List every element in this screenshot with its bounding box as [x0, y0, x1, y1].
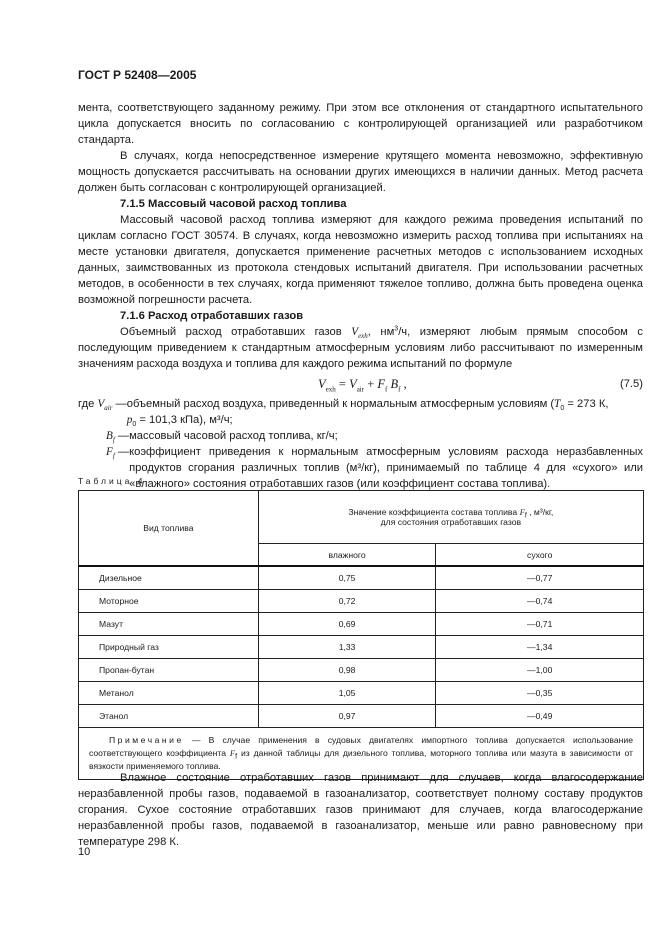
cell-wet: 1,05: [258, 682, 436, 705]
note-sub: f: [235, 753, 238, 761]
def-symbol: B: [106, 430, 113, 442]
def-symbol: F: [106, 446, 113, 458]
table-row: [79, 566, 644, 590]
definitions-list: [78, 396, 643, 492]
cell-wet: 0,72: [258, 590, 436, 613]
cell-fuel: Пропан-бутан: [79, 659, 259, 682]
section-heading-7-1-6: 7.1.6 Расход отработавших газов: [120, 310, 304, 322]
header-symbol: F: [519, 507, 525, 517]
definition-key: [78, 396, 127, 428]
text-fragment: —: [114, 446, 130, 458]
paragraph-wet-dry-states: Влажное состояние отработавших газов принимают для случаев, когда влагосодержание неразбавленной пробы газов, подаваемой в газоанализатор, соответствует полному составу продуктов сгорания. Сухое состояние отработавших газов принимают для случаев, когда влагосодержание неразбавленной пробы газов, подаваемой в газоанализатор, меньше или равно равновесному при температуре 298 К.: [78, 772, 643, 848]
def-sub: f: [112, 436, 115, 445]
table-row: [79, 682, 644, 705]
def-symbol: V: [97, 398, 105, 410]
paragraph-fuel-consumption: Массовый часовой расход топлива измеряют для каждого режима проведения испытаний по циклам согласно ГОСТ 30574. В случаях, когда невозможно измерить расход топлива при испытаниях на месте установки двигателя, допускается применение расчетных методов с использованием исходных данных, заимствованных из протокола стендовых испытаний двигателя. При использовании расчетных методов, в особенности в тех случаях, когда применяют тяжелое топливо, должна быть проведена оценка возможной погрешности расчета.: [78, 214, 643, 306]
formula-sub: air: [356, 385, 365, 394]
cell-dry: —0,35: [436, 682, 644, 705]
cell-wet: 1,33: [258, 636, 436, 659]
def-symbol: p: [126, 414, 133, 426]
formula-var: B: [390, 377, 399, 391]
formula-7-5: [78, 372, 643, 396]
note-label: Примечание: [109, 735, 184, 745]
table-caption: Таблица 4: [78, 476, 146, 486]
table-header-row: [79, 491, 644, 544]
fuel-coefficient-table: [78, 490, 644, 780]
cell-wet: 0,69: [258, 613, 436, 636]
page-number: 10: [78, 846, 91, 858]
main-text-block: [78, 100, 643, 492]
cell-dry: —0,71: [436, 613, 644, 636]
text-fragment: , м³/кг,: [526, 507, 554, 517]
column-header-wet: влажного: [258, 544, 436, 567]
section-heading-7-1-5: 7.1.5 Массовый часовой расход топлива: [120, 198, 347, 210]
definition-f-f: [78, 444, 643, 492]
formula-var: F: [377, 377, 386, 391]
cell-dry: —0,49: [436, 705, 644, 728]
table-row: [79, 636, 644, 659]
definition-text: коэффициент приведения к нормальным атмосферным условиям расхода неразбавленных продуктов сгорания различных топлив (м³/кг), принимаемый по таблице 4 для «сухого» или «влажного» состояния отработавших газов (или коэффициент состава топлива).: [129, 446, 643, 490]
definition-key: [106, 428, 129, 444]
cell-wet: 0,97: [258, 705, 436, 728]
text-fragment: — В случае применения в судовых двигателях импортного топлива допускается использование соответствующего коэффициента: [89, 735, 633, 758]
paragraph-continuation: мента, соответствующего заданному режиму. При этом все отклонения от стандартного испытательного цикла допускается вносить по согласованию с контролирующей организацией или разработчиком стандарта.: [78, 102, 643, 146]
column-group-header: [258, 491, 643, 544]
cell-dry: —0,74: [436, 590, 644, 613]
cell-fuel: Природный газ: [79, 636, 259, 659]
def-sub: 0: [132, 421, 137, 429]
text-fragment: = 101,3 кПа), м³/ч;: [136, 414, 233, 426]
table-row: [79, 613, 644, 636]
column-header-dry: сухого: [436, 544, 644, 567]
def-sub: air: [104, 404, 113, 413]
cell-dry: —1,34: [436, 636, 644, 659]
note-symbol: F: [229, 748, 236, 758]
text-fragment: /ч, измеряют любым прямым способом с последующим приведением к стандартным атмосферным условиям либо рассчитывают по измеренным значениям расхода воздуха и топлива для каждого режима испытаний по формуле: [78, 326, 643, 370]
text-fragment: = 273 К,: [564, 398, 609, 410]
cell-wet: 0,75: [258, 566, 436, 590]
text-fragment: Объемный расход отработавших газов: [120, 326, 352, 338]
formula-expression: [318, 376, 407, 392]
cell-fuel: Дизельное: [79, 566, 259, 590]
table-row: [79, 590, 644, 613]
text-fragment: Значение коэффициента состава топлива: [348, 507, 520, 517]
text-fragment: объемный расход воздуха, приведенный к нормальным атмосферным условиям (: [126, 398, 555, 410]
definition-b-f: [78, 428, 643, 444]
text-fragment: где: [78, 398, 98, 410]
def-symbol: T: [554, 398, 561, 410]
paragraph-exhaust-flow: [78, 324, 643, 372]
cell-fuel: Моторное: [79, 590, 259, 613]
cell-fuel: Этанол: [79, 705, 259, 728]
table-row: [79, 659, 644, 682]
var-v: V: [351, 326, 359, 338]
closing-text-block: [78, 770, 643, 850]
table-row: [79, 705, 644, 728]
document-header: ГОСТ Р 52408—2005: [78, 68, 197, 82]
text-fragment: для состояния отработавших газов: [380, 517, 522, 527]
formula-var: V: [349, 377, 357, 391]
column-header-fuel: Вид топлива: [79, 491, 259, 567]
def-sub: f: [112, 452, 115, 461]
formula-var: V: [318, 377, 326, 391]
paragraph-torque: В случаях, когда непосредственное измерение крутящего момента невозможно, эффективную мощность допускается рассчитывать на основании других имеющихся в наличии данных. Метод расчета должен быть согласован с контролирующей организацией.: [78, 150, 643, 194]
formula-op: =: [335, 377, 350, 391]
formula-sub: f: [385, 385, 388, 394]
def-sub: 0: [560, 405, 565, 413]
text-fragment: —: [112, 398, 127, 410]
cell-dry: —1,00: [436, 659, 644, 682]
header-sub: f: [524, 512, 527, 520]
superscript: 3: [394, 325, 399, 333]
formula-number: (7.5): [619, 378, 643, 390]
formula-sub: f: [398, 385, 401, 394]
var-subscript: exh: [358, 332, 368, 341]
formula-op: ,: [400, 377, 407, 391]
text-fragment: , нм: [367, 326, 395, 338]
definition-v-air: [78, 396, 643, 428]
cell-fuel: Метанол: [79, 682, 259, 705]
text-fragment: из данной таблицы для дизельного топлива, моторного топлива или мазута в зависимости от вязкости применяемого топлива.: [89, 748, 633, 771]
definition-text: массовый часовой расход топлива, кг/ч;: [129, 430, 338, 442]
formula-op: +: [364, 377, 378, 391]
formula-sub: exh: [325, 385, 336, 394]
cell-wet: 0,98: [258, 659, 436, 682]
cell-fuel: Мазут: [79, 613, 259, 636]
text-fragment: —: [114, 430, 130, 442]
definition-text: [127, 396, 643, 428]
cell-dry: —0,77: [436, 566, 644, 590]
